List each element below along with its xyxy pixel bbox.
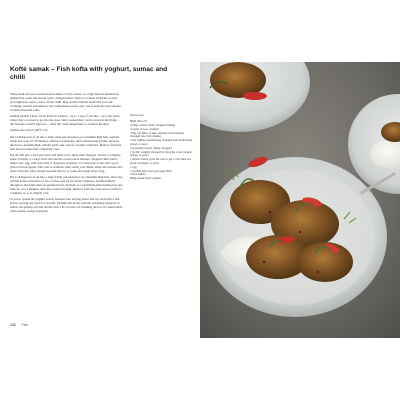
ingredient-item: 1 lemon: finely grate the zest to get 1 tbsp then cut in/on 4 wedges, to serve bbox=[130, 157, 191, 166]
ingredient-item: 1 egg bbox=[130, 164, 137, 169]
kofta bbox=[297, 242, 353, 282]
method-step: Preheat the oven to 200°C fan. bbox=[10, 128, 49, 133]
ingredients-column bbox=[130, 114, 194, 181]
page-folio bbox=[10, 323, 28, 327]
ingredient-item: 3 tbsp sumac bbox=[130, 172, 146, 177]
ingredient-item: 15g dill, roughly chopped (2 tbs) plus a few picked leaves, to serve bbox=[130, 149, 192, 158]
ingredient-item: 4 garlic cloves, crushed bbox=[130, 126, 159, 131]
ingredient-item: 600g Greek-style yoghurt bbox=[130, 176, 161, 181]
ingredient-item: 15g parsley leaves, finely chopped bbox=[130, 145, 172, 150]
section-name: Fish bbox=[21, 323, 29, 327]
method-step: Put the fish into a food processor and pulse a few times until chopped, but not a complete paste. Transfer to a large bowl and add the cooled onion mixture, chopped chilli, herbs, lemon zest, egg, chili spice mix, 2 teaspoons of sumac, 1¼ teaspoons of salt and a good grind of black pepper. Mix well to combine, then, using your hands, shape the mixture into about 18 koftas (they should look like they're to come and weigh about 45g). bbox=[10, 153, 123, 173]
intro-paragraph: Adding labneh: These can be made in advance – up to a day, if you like – up to the point where they are about to go into the oven. Once cooked they can be stored in the fridge – the flavours actually improve – when left room temperature or warmed through. bbox=[10, 114, 120, 126]
recipe-method-column bbox=[10, 93, 123, 217]
ingredient-item: 80ml olive oil bbox=[130, 119, 147, 124]
intro-paragraph: These fresh and spice-packed koftas make a lovely starter, or a light meal in themselves, pushed into a pita and served with a chopped salad. They're a winner with kids as well: you might just want to leave off the chilli. Play around with the herbs that you add: coriander, parsley and mint for any combination works well, and to keep the total amount of herbs about the same. bbox=[10, 92, 121, 112]
method-step: Put 3 tablespoons of oil into a large sauté pan and place on a medium-high heat. Add the onion and cook for 10 minutes, stirring occasionally, until softened and golden. Increase the heat to medium-high, add the garlic and cook for another 2 minutes. Remove from the heat and set aside until completely cool. bbox=[10, 134, 122, 151]
fish-kofta-plates-photo bbox=[200, 62, 400, 338]
ingredient-item: 750g cod fillet or skin, skinless and boneless, chopped into 3cm chunks bbox=[130, 130, 185, 139]
ingredient-item: 2 large onions, finely chopped (240g) bbox=[130, 123, 176, 128]
ingredient-item: 2 red chillies, seeds finely chopped and seeds finely sliced, to serve bbox=[130, 138, 193, 147]
ingredient-item: 2 tsp fish spice mix (see page 000) bbox=[130, 168, 172, 173]
method-step: To serve, spread the yoghurt evenly between four serving plates and top each with 4 fish koftas, serving any extra for seconds. Sprinkle the koftas with the remaining teaspoon of sumac, the parsley, lift and drizzle with 1 tbs of olive oil, finishing the top of a small pinch, with a lemon wedge alongside. bbox=[10, 197, 123, 214]
method-step: Put 2 tablespoons of oil into a large frying pan and place on a medium-high heat. Once hot, add the koftas in batches of two or three and fry for about 3 minutes, turning halfway through so that both sides are golden brown. Transfer to a parchment-lined baking tray and bake for 4 to 5 minutes, until just cooked through. Remove from the oven and set aside for 5 minutes or so to slightly cool. bbox=[10, 175, 123, 195]
food-photo bbox=[200, 62, 400, 338]
ingredients-list bbox=[130, 120, 194, 181]
recipe-title: Koftė samak – Fish kofta with yoghurt, sumac and chilli bbox=[10, 66, 168, 82]
serves-label: Serves four bbox=[130, 113, 144, 117]
page-number: 142 bbox=[10, 323, 16, 327]
